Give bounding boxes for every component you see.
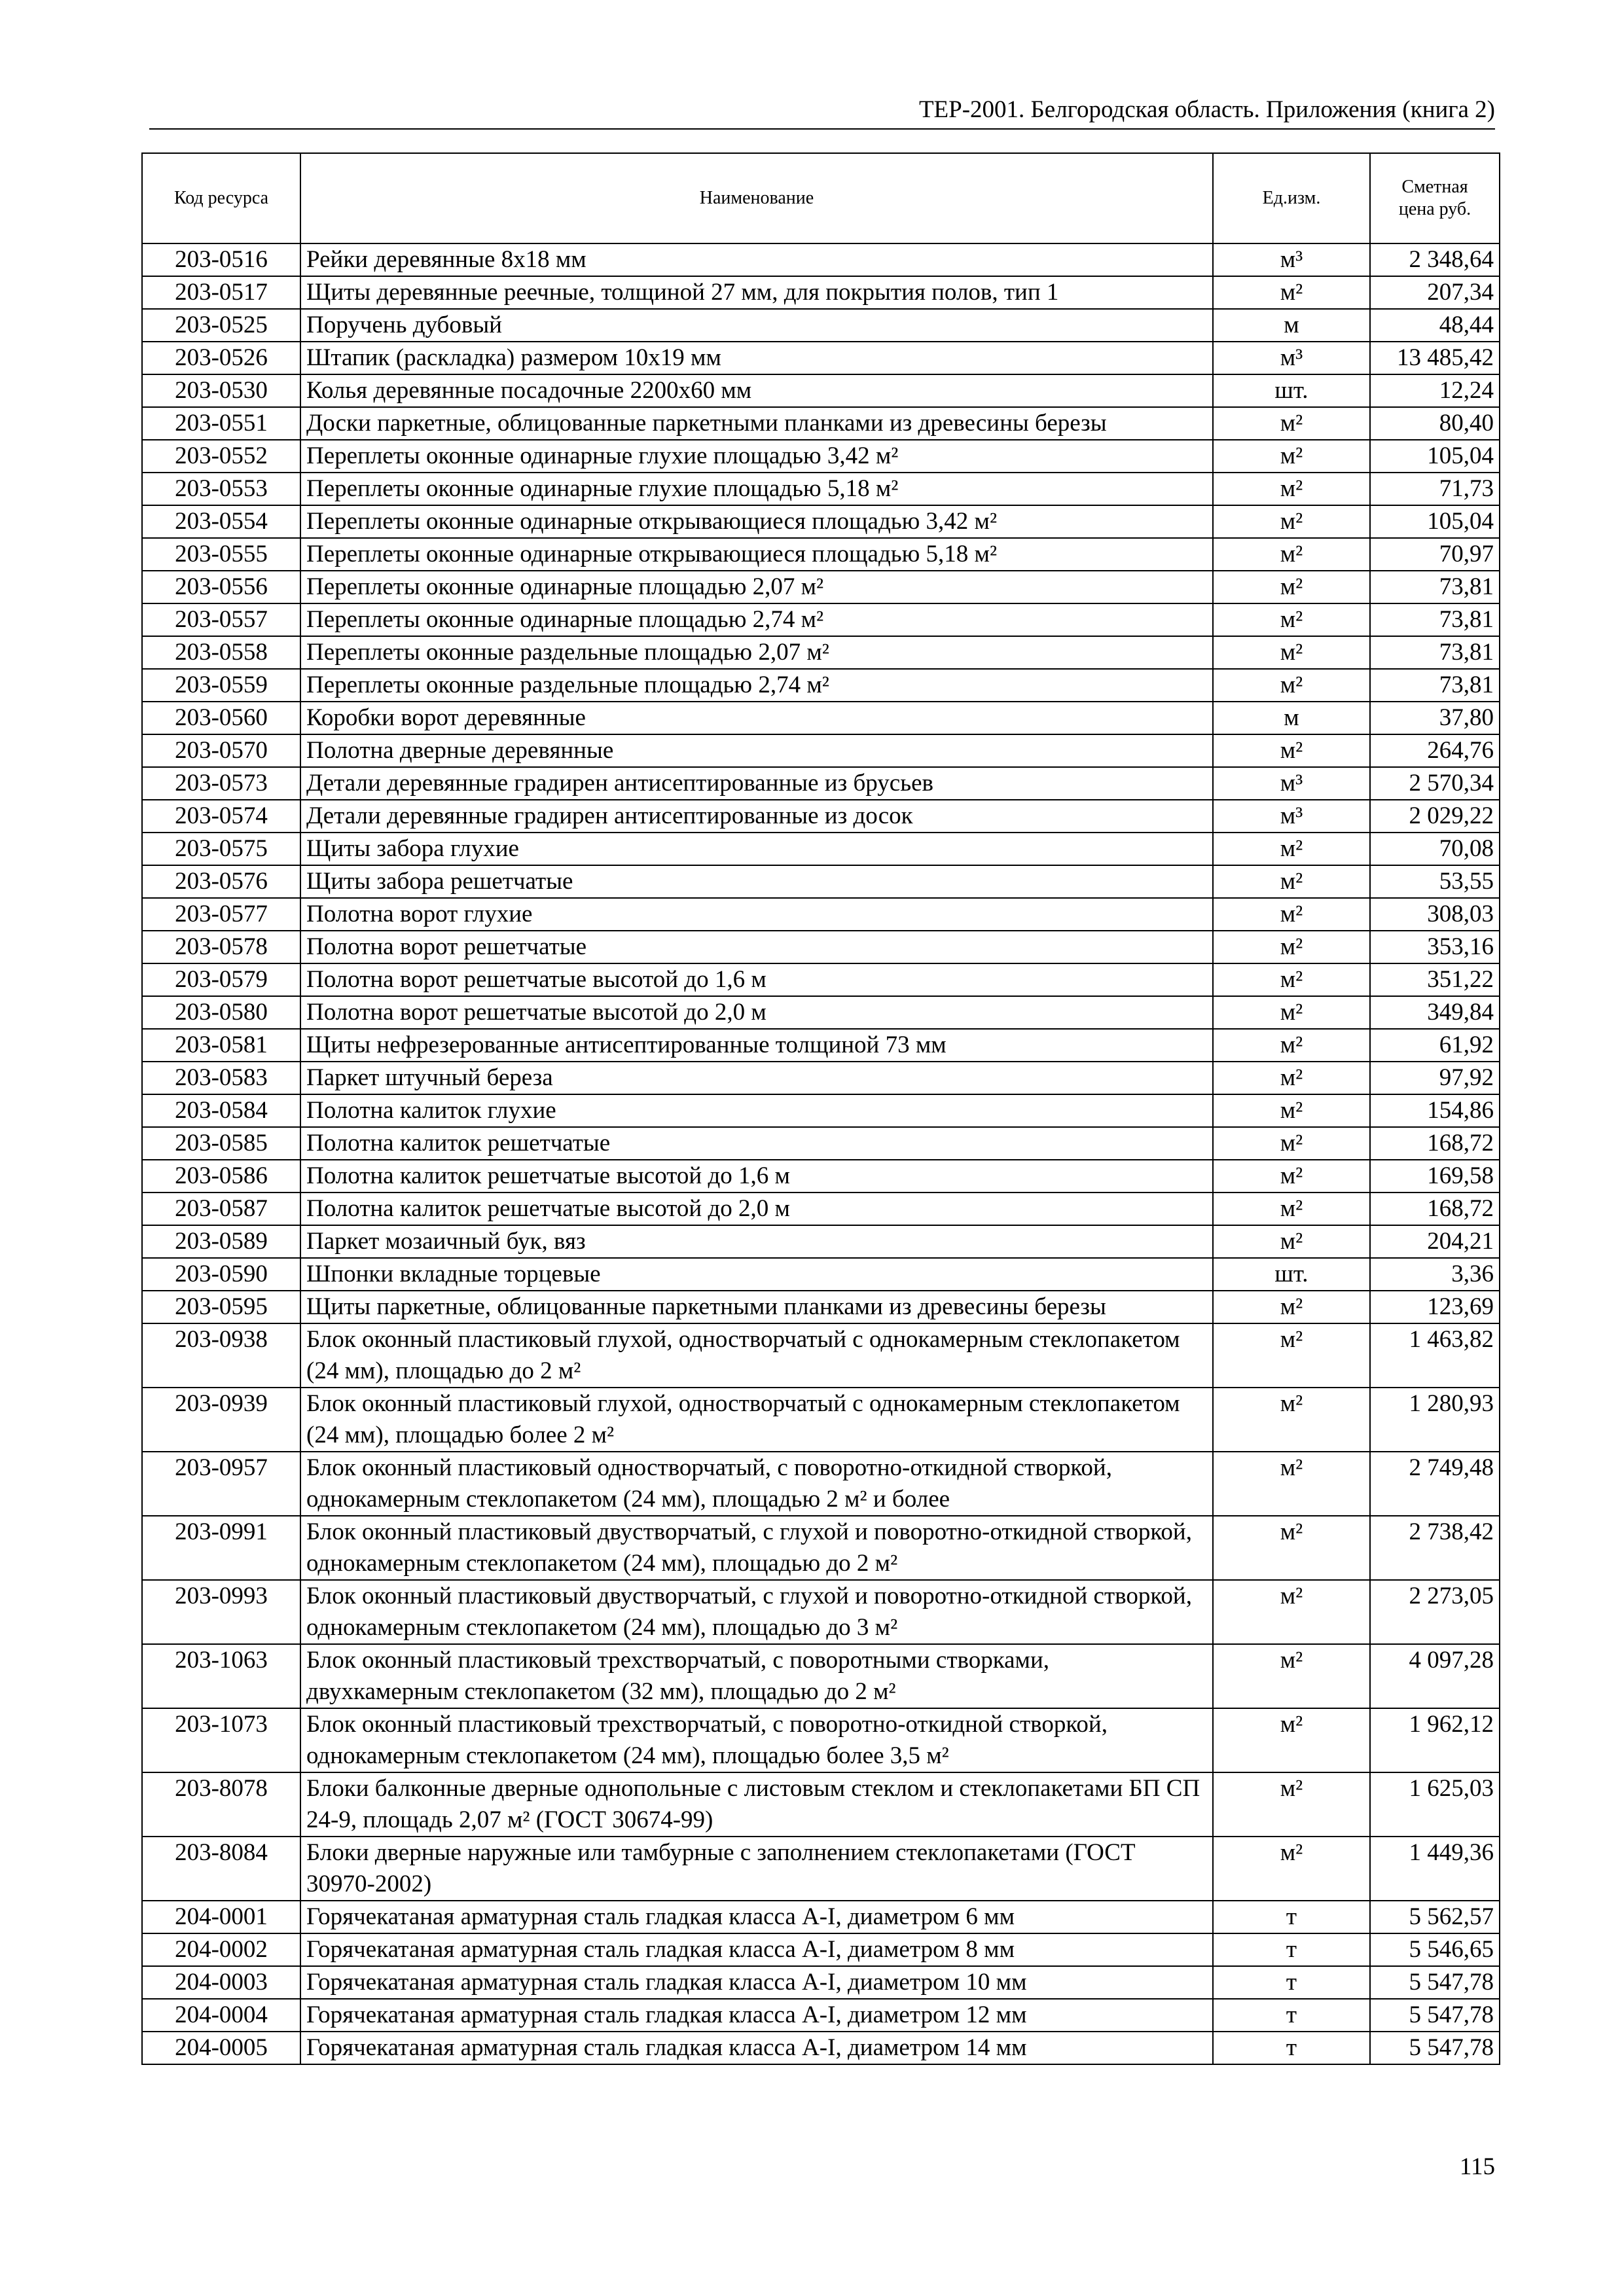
cell-price: 169,58	[1370, 1160, 1500, 1193]
page-number: 115	[1459, 2153, 1495, 2180]
table-row	[142, 1062, 1500, 1094]
cell-code: 203-1063	[142, 1644, 300, 1708]
table-row	[142, 1160, 1500, 1193]
cell-price: 123,69	[1370, 1291, 1500, 1323]
cell-price: 5 562,57	[1370, 1901, 1500, 1933]
table-row	[142, 800, 1500, 833]
table-row	[142, 1966, 1500, 1999]
table-row	[142, 1323, 1500, 1388]
table-row	[142, 996, 1500, 1029]
table-row	[142, 473, 1500, 505]
table-row	[142, 898, 1500, 931]
table-row	[142, 1029, 1500, 1062]
cell-name: Блок оконный пластиковый двустворчатый, с глухой и поворотно-откидной створкой, однокамерным стеклопакетом (24 мм), площадью до 3 м²	[300, 1580, 1213, 1644]
cell-unit: м²	[1213, 1029, 1370, 1062]
cell-price: 2 570,34	[1370, 767, 1500, 800]
cell-price: 53,55	[1370, 865, 1500, 898]
table-row	[142, 1999, 1500, 2032]
cell-code: 203-0585	[142, 1127, 300, 1160]
cell-code: 203-0590	[142, 1258, 300, 1291]
cell-code: 203-0583	[142, 1062, 300, 1094]
cell-code: 203-0938	[142, 1323, 300, 1388]
table-row	[142, 734, 1500, 767]
cell-name: Переплеты оконные одинарные глухие площадью 5,18 м²	[300, 473, 1213, 505]
cell-price: 71,73	[1370, 473, 1500, 505]
cell-price: 2 348,64	[1370, 243, 1500, 276]
cell-name: Переплеты оконные одинарные площадью 2,07 м²	[300, 571, 1213, 603]
cell-price: 1 463,82	[1370, 1323, 1500, 1388]
cell-unit: м²	[1213, 1452, 1370, 1516]
cell-name: Блоки балконные дверные однопольные с листовым стеклом и стеклопакетами БП СП 24-9, площадь 2,07 м² (ГОСТ 30674-99)	[300, 1772, 1213, 1837]
cell-name: Блок оконный пластиковый трехстворчатый, с поворотными створками, двухкамерным стеклопакетом (32 мм), площадью до 2 м²	[300, 1644, 1213, 1708]
cell-price: 80,40	[1370, 407, 1500, 440]
cell-price: 61,92	[1370, 1029, 1500, 1062]
table-row	[142, 2032, 1500, 2064]
cell-code: 203-0559	[142, 669, 300, 702]
cell-unit: м³	[1213, 243, 1370, 276]
cell-name: Переплеты оконные одинарные открывающиеся площадью 3,42 м²	[300, 505, 1213, 538]
cell-unit: м²	[1213, 571, 1370, 603]
cell-price: 4 097,28	[1370, 1644, 1500, 1708]
cell-price: 154,86	[1370, 1094, 1500, 1127]
cell-code: 203-0517	[142, 276, 300, 309]
cell-price: 105,04	[1370, 505, 1500, 538]
cell-name: Щиты забора глухие	[300, 833, 1213, 865]
cell-code: 203-0554	[142, 505, 300, 538]
cell-price: 207,34	[1370, 276, 1500, 309]
table-row	[142, 702, 1500, 734]
cell-code: 203-0991	[142, 1516, 300, 1580]
cell-code: 203-0595	[142, 1291, 300, 1323]
cell-price: 105,04	[1370, 440, 1500, 473]
cell-code: 204-0002	[142, 1933, 300, 1966]
cell-code: 203-0557	[142, 603, 300, 636]
table-row	[142, 767, 1500, 800]
cell-unit: м²	[1213, 669, 1370, 702]
cell-price: 73,81	[1370, 571, 1500, 603]
cell-unit: м²	[1213, 1708, 1370, 1772]
cell-name: Щиты деревянные реечные, толщиной 27 мм, для покрытия полов, тип 1	[300, 276, 1213, 309]
cell-unit: м²	[1213, 276, 1370, 309]
table-row	[142, 636, 1500, 669]
cell-unit: м	[1213, 309, 1370, 342]
cell-code: 203-8078	[142, 1772, 300, 1837]
cell-code: 203-0525	[142, 309, 300, 342]
cell-price: 5 547,78	[1370, 2032, 1500, 2064]
cell-price: 73,81	[1370, 636, 1500, 669]
cell-code: 203-0581	[142, 1029, 300, 1062]
column-header-price: Сметная цена руб.	[1370, 153, 1500, 243]
cell-name: Переплеты оконные одинарные открывающиеся площадью 5,18 м²	[300, 538, 1213, 571]
cell-code: 203-0584	[142, 1094, 300, 1127]
cell-code: 203-0556	[142, 571, 300, 603]
table-row	[142, 1772, 1500, 1837]
cell-name: Полотна ворот глухие	[300, 898, 1213, 931]
cell-name: Доски паркетные, облицованные паркетными планками из древесины березы	[300, 407, 1213, 440]
table-row	[142, 1933, 1500, 1966]
cell-unit: м²	[1213, 1094, 1370, 1127]
cell-code: 203-0580	[142, 996, 300, 1029]
cell-code: 203-0574	[142, 800, 300, 833]
cell-name: Полотна калиток решетчатые высотой до 1,6 м	[300, 1160, 1213, 1193]
cell-code: 203-0576	[142, 865, 300, 898]
cell-name: Полотна ворот решетчатые	[300, 931, 1213, 963]
column-header-unit: Ед.изм.	[1213, 153, 1370, 243]
cell-code: 203-0579	[142, 963, 300, 996]
cell-unit: м²	[1213, 505, 1370, 538]
cell-unit: м³	[1213, 767, 1370, 800]
table-row	[142, 931, 1500, 963]
cell-price: 70,97	[1370, 538, 1500, 571]
cell-code: 203-1073	[142, 1708, 300, 1772]
cell-name: Горячекатаная арматурная сталь гладкая класса А-I, диаметром 14 мм	[300, 2032, 1213, 2064]
cell-price: 1 962,12	[1370, 1708, 1500, 1772]
table-row	[142, 440, 1500, 473]
cell-name: Блок оконный пластиковый глухой, одностворчатый с однокамерным стеклопакетом (24 мм), площадью до 2 м²	[300, 1323, 1213, 1388]
table-row	[142, 1258, 1500, 1291]
table-row	[142, 309, 1500, 342]
cell-name: Блок оконный пластиковый одностворчатый, с поворотно-откидной створкой, однокамерным стеклопакетом (24 мм), площадью 2 м² и более	[300, 1452, 1213, 1516]
cell-unit: м²	[1213, 996, 1370, 1029]
cell-code: 204-0003	[142, 1966, 300, 1999]
cell-unit: т	[1213, 1933, 1370, 1966]
cell-code: 204-0004	[142, 1999, 300, 2032]
cell-name: Горячекатаная арматурная сталь гладкая класса А-I, диаметром 8 мм	[300, 1933, 1213, 1966]
cell-unit: м²	[1213, 1225, 1370, 1258]
cell-price: 2 273,05	[1370, 1580, 1500, 1644]
cell-price: 1 449,36	[1370, 1837, 1500, 1901]
cell-unit: т	[1213, 1999, 1370, 2032]
cell-unit: м²	[1213, 1580, 1370, 1644]
cell-code: 203-0578	[142, 931, 300, 963]
cell-code: 203-0570	[142, 734, 300, 767]
cell-unit: м³	[1213, 800, 1370, 833]
table-row	[142, 276, 1500, 309]
cell-name: Детали деревянные градирен антисептированные из досок	[300, 800, 1213, 833]
cell-unit: м²	[1213, 1516, 1370, 1580]
table-row	[142, 538, 1500, 571]
cell-unit: м²	[1213, 1127, 1370, 1160]
table-row	[142, 1193, 1500, 1225]
cell-price: 349,84	[1370, 996, 1500, 1029]
cell-unit: м²	[1213, 538, 1370, 571]
cell-code: 203-0575	[142, 833, 300, 865]
running-header: ТЕР-2001. Белгородская область. Приложения (книга 2)	[918, 96, 1495, 123]
table-row	[142, 1388, 1500, 1452]
table-row	[142, 833, 1500, 865]
cell-code: 203-0558	[142, 636, 300, 669]
cell-price: 204,21	[1370, 1225, 1500, 1258]
cell-price: 5 547,78	[1370, 1966, 1500, 1999]
table-row	[142, 1708, 1500, 1772]
cell-code: 203-0589	[142, 1225, 300, 1258]
cell-name: Переплеты оконные раздельные площадью 2,07 м²	[300, 636, 1213, 669]
cell-code: 203-0516	[142, 243, 300, 276]
cell-code: 203-8084	[142, 1837, 300, 1901]
cell-unit: м²	[1213, 1837, 1370, 1901]
cell-code: 203-0530	[142, 374, 300, 407]
cell-price: 2 749,48	[1370, 1452, 1500, 1516]
table-row	[142, 669, 1500, 702]
cell-price: 73,81	[1370, 603, 1500, 636]
cell-price: 2 029,22	[1370, 800, 1500, 833]
cell-price: 1 280,93	[1370, 1388, 1500, 1452]
cell-unit: м	[1213, 702, 1370, 734]
table-row	[142, 407, 1500, 440]
cell-name: Горячекатаная арматурная сталь гладкая класса А-I, диаметром 6 мм	[300, 1901, 1213, 1933]
cell-price: 168,72	[1370, 1127, 1500, 1160]
cell-unit: м²	[1213, 865, 1370, 898]
cell-name: Блок оконный пластиковый глухой, одностворчатый с однокамерным стеклопакетом (24 мм), площадью более 2 м²	[300, 1388, 1213, 1452]
cell-name: Переплеты оконные одинарные площадью 2,74 м²	[300, 603, 1213, 636]
cell-name: Переплеты оконные одинарные глухие площадью 3,42 м²	[300, 440, 1213, 473]
cell-unit: м²	[1213, 1062, 1370, 1094]
cell-unit: шт.	[1213, 374, 1370, 407]
cell-code: 204-0005	[142, 2032, 300, 2064]
cell-unit: м²	[1213, 636, 1370, 669]
cell-unit: т	[1213, 1901, 1370, 1933]
cell-unit: м²	[1213, 440, 1370, 473]
cell-price: 12,24	[1370, 374, 1500, 407]
cell-code: 203-0993	[142, 1580, 300, 1644]
table-row	[142, 1901, 1500, 1933]
cell-price: 73,81	[1370, 669, 1500, 702]
cell-code: 203-0551	[142, 407, 300, 440]
cell-name: Блок оконный пластиковый двустворчатый, с глухой и поворотно-откидной створкой, однокамерным стеклопакетом (24 мм), площадью до 2 м²	[300, 1516, 1213, 1580]
table-row	[142, 1127, 1500, 1160]
cell-name: Штапик (раскладка) размером 10х19 мм	[300, 342, 1213, 374]
cell-unit: шт.	[1213, 1258, 1370, 1291]
cell-unit: м²	[1213, 1323, 1370, 1388]
cell-name: Горячекатаная арматурная сталь гладкая класса А-I, диаметром 12 мм	[300, 1999, 1213, 2032]
table-row	[142, 1516, 1500, 1580]
cell-name: Щиты забора решетчатые	[300, 865, 1213, 898]
cell-name: Щиты паркетные, облицованные паркетными планками из древесины березы	[300, 1291, 1213, 1323]
cell-name: Горячекатаная арматурная сталь гладкая класса А-I, диаметром 10 мм	[300, 1966, 1213, 1999]
cell-name: Щиты нефрезерованные антисептированные толщиной 73 мм	[300, 1029, 1213, 1062]
column-header-name: Наименование	[300, 153, 1213, 243]
table-row	[142, 1291, 1500, 1323]
cell-name: Полотна калиток глухие	[300, 1094, 1213, 1127]
cell-unit: м²	[1213, 1160, 1370, 1193]
cell-unit: м²	[1213, 603, 1370, 636]
cell-code: 203-0560	[142, 702, 300, 734]
cell-code: 203-0526	[142, 342, 300, 374]
cell-name: Шпонки вкладные торцевые	[300, 1258, 1213, 1291]
cell-name: Паркет штучный береза	[300, 1062, 1213, 1094]
cell-unit: м²	[1213, 407, 1370, 440]
table-row	[142, 1580, 1500, 1644]
column-header-code: Код ресурса	[142, 153, 300, 243]
cell-price: 70,08	[1370, 833, 1500, 865]
cell-price: 3,36	[1370, 1258, 1500, 1291]
cell-unit: м²	[1213, 833, 1370, 865]
cell-price: 37,80	[1370, 702, 1500, 734]
cell-unit: м²	[1213, 1291, 1370, 1323]
cell-unit: м²	[1213, 898, 1370, 931]
table-row	[142, 1452, 1500, 1516]
cell-code: 203-0555	[142, 538, 300, 571]
resource-price-table	[141, 152, 1500, 2065]
cell-name: Полотна дверные деревянные	[300, 734, 1213, 767]
cell-unit: м²	[1213, 1644, 1370, 1708]
header-rule	[149, 128, 1495, 130]
cell-price: 1 625,03	[1370, 1772, 1500, 1837]
cell-unit: м²	[1213, 1388, 1370, 1452]
table-row	[142, 342, 1500, 374]
cell-name: Паркет мозаичный бук, вяз	[300, 1225, 1213, 1258]
cell-name: Полотна ворот решетчатые высотой до 1,6 м	[300, 963, 1213, 996]
cell-name: Детали деревянные градирен антисептированные из брусьев	[300, 767, 1213, 800]
cell-unit: м²	[1213, 963, 1370, 996]
cell-price: 5 547,78	[1370, 1999, 1500, 2032]
cell-name: Коробки ворот деревянные	[300, 702, 1213, 734]
cell-unit: м²	[1213, 1772, 1370, 1837]
table-row	[142, 505, 1500, 538]
cell-name: Блок оконный пластиковый трехстворчатый, с поворотно-откидной створкой, однокамерным стеклопакетом (24 мм), площадью более 3,5 м²	[300, 1708, 1213, 1772]
table-row	[142, 571, 1500, 603]
cell-price: 308,03	[1370, 898, 1500, 931]
cell-price: 13 485,42	[1370, 342, 1500, 374]
cell-price: 2 738,42	[1370, 1516, 1500, 1580]
cell-code: 203-0552	[142, 440, 300, 473]
cell-price: 97,92	[1370, 1062, 1500, 1094]
cell-code: 203-0586	[142, 1160, 300, 1193]
cell-unit: т	[1213, 2032, 1370, 2064]
table-row	[142, 865, 1500, 898]
cell-price: 353,16	[1370, 931, 1500, 963]
cell-unit: т	[1213, 1966, 1370, 1999]
cell-name: Поручень дубовый	[300, 309, 1213, 342]
cell-name: Колья деревянные посадочные 2200х60 мм	[300, 374, 1213, 407]
cell-code: 203-0957	[142, 1452, 300, 1516]
table-header-row	[142, 153, 1500, 243]
cell-price: 5 546,65	[1370, 1933, 1500, 1966]
cell-unit: м²	[1213, 931, 1370, 963]
cell-code: 204-0001	[142, 1901, 300, 1933]
table-row	[142, 963, 1500, 996]
table-row	[142, 1837, 1500, 1901]
table-row	[142, 1094, 1500, 1127]
cell-unit: м²	[1213, 473, 1370, 505]
cell-price: 168,72	[1370, 1193, 1500, 1225]
cell-code: 203-0577	[142, 898, 300, 931]
table-body	[142, 243, 1500, 2064]
cell-name: Блоки дверные наружные или тамбурные с заполнением стеклопакетами (ГОСТ 30970-2002)	[300, 1837, 1213, 1901]
cell-code: 203-0587	[142, 1193, 300, 1225]
cell-code: 203-0553	[142, 473, 300, 505]
cell-price: 351,22	[1370, 963, 1500, 996]
table-row	[142, 243, 1500, 276]
cell-code: 203-0573	[142, 767, 300, 800]
table-row	[142, 1225, 1500, 1258]
cell-unit: м²	[1213, 1193, 1370, 1225]
table-row	[142, 374, 1500, 407]
cell-unit: м²	[1213, 734, 1370, 767]
cell-name: Переплеты оконные раздельные площадью 2,74 м²	[300, 669, 1213, 702]
cell-name: Полотна ворот решетчатые высотой до 2,0 м	[300, 996, 1213, 1029]
cell-name: Полотна калиток решетчатые	[300, 1127, 1213, 1160]
cell-price: 48,44	[1370, 309, 1500, 342]
cell-unit: м³	[1213, 342, 1370, 374]
cell-name: Рейки деревянные 8х18 мм	[300, 243, 1213, 276]
cell-code: 203-0939	[142, 1388, 300, 1452]
table-row	[142, 1644, 1500, 1708]
table-row	[142, 603, 1500, 636]
cell-price: 264,76	[1370, 734, 1500, 767]
cell-name: Полотна калиток решетчатые высотой до 2,0 м	[300, 1193, 1213, 1225]
